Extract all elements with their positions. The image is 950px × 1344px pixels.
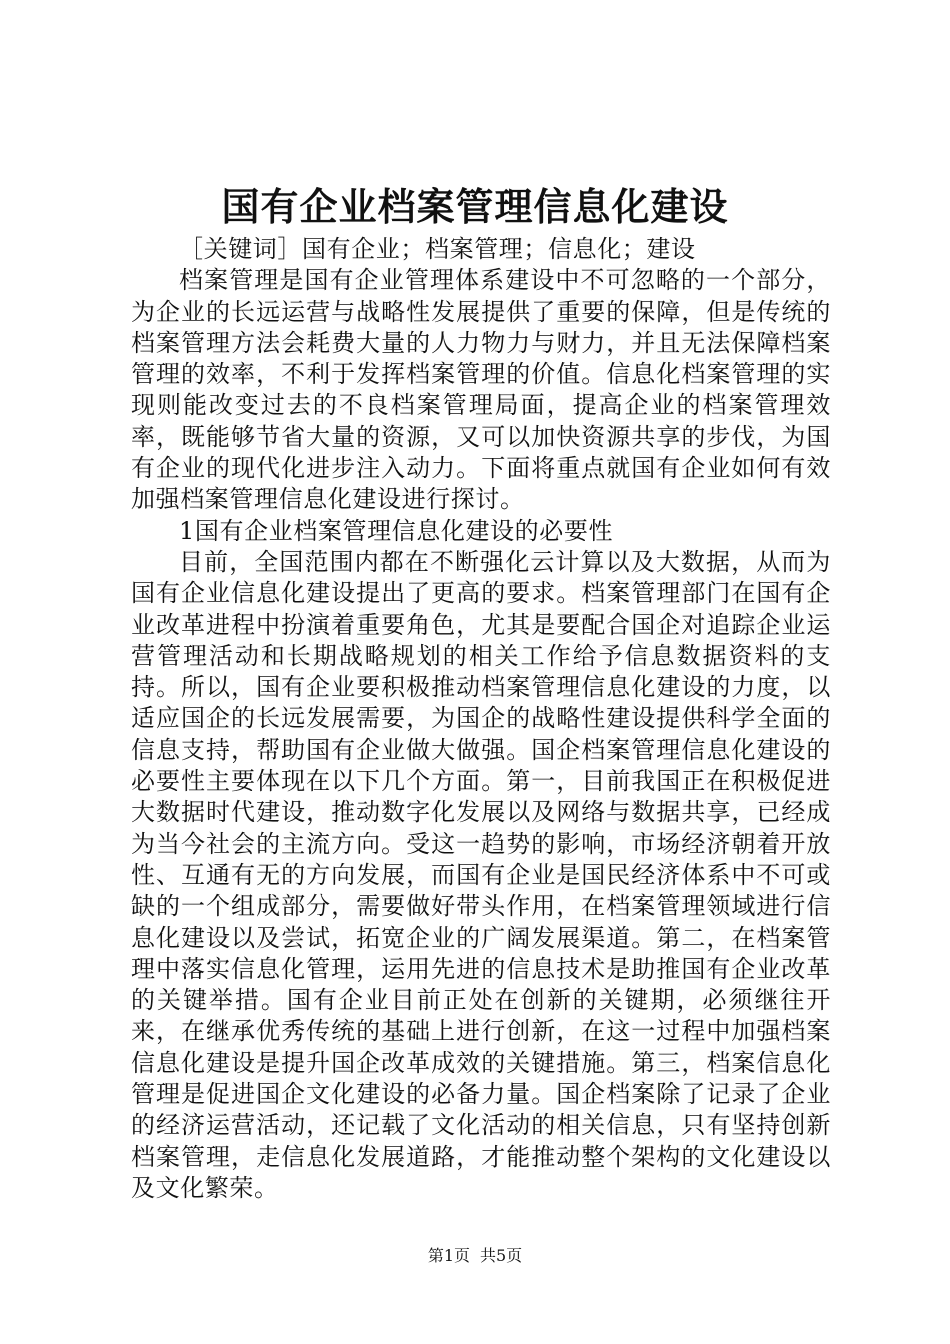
document-body — [131, 234, 831, 1204]
page-footer — [0, 1246, 950, 1266]
paragraph-necessity: 目前，全国范围内都在不断强化云计算以及大数据，从而为国有企业信息化建设提出了更高的要求。档案管理部门在国有企业改革进程中扮演着重要角色，尤其是要配合国企对追踪企业运营管理活动和长期战略规划的相关工作给予信息数据资料的支持。所以，国有企业要积极推动档案管理信息化建设的力度，以适应国企的长远发展需要，为国企的战略性建设提供科学全面的信息支持，帮助国有企业做大做强。国企档案管理信息化建设的必要性主要体现在以下几个方面。第一，目前我国正在积极促进大数据时代建设，推动数字化发展以及网络与数据共享，已经成为当今社会的主流方向。受这一趋势的影响，市场经济朝着开放性、互通有无的方向发展，而国有企业是国民经济体系中不可或缺的一个组成部分，需要做好带头作用，在档案管理领域进行信息化建设以及尝试，拓宽企业的广阔发展渠道。第二，在档案管理中落实信息化管理，运用先进的信息技术是助推国有企业改革的关键举措。国有企业目前正处在创新的关键期，必须继往开来，在继承优秀传统的基础上进行创新，在这一过程中加强档案信息化建设是提升国企改革成效的关键措施。第三，档案信息化管理是促进国企文化建设的必备力量。国企档案除了记录了企业的经济运营活动，还记载了文化活动的相关信息，只有坚持创新档案管理，走信息化发展道路，才能推动整个架构的文化建设以及文化繁荣。 — [131, 547, 831, 1202]
page-number: 第1页 — [427, 1246, 470, 1265]
keywords-line: ［关键词］国有企业；档案管理；信息化；建设 — [179, 235, 696, 263]
document-title: 国有企业档案管理信息化建设 — [221, 185, 729, 229]
page-total: 共5页 — [480, 1246, 523, 1265]
paragraph-intro: 档案管理是国有企业管理体系建设中不可忽略的一个部分，为企业的长远运营与战略性发展提供了重要的保障，但是传统的档案管理方法会耗费大量的人力物力与财力，并且无法保障档案管理的效率，不利于发挥档案管理的价值。信息化档案管理的实现则能改变过去的不良档案管理局面，提高企业的档案管理效率，既能够节省大量的资源，又可以加快资源共享的步伐，为国有企业的现代化进步注入动力。下面将重点就国有企业如何有效加强档案管理信息化建设进行探讨。 — [131, 266, 831, 514]
section-heading: 1国有企业档案管理信息化建设的必要性 — [179, 516, 614, 545]
